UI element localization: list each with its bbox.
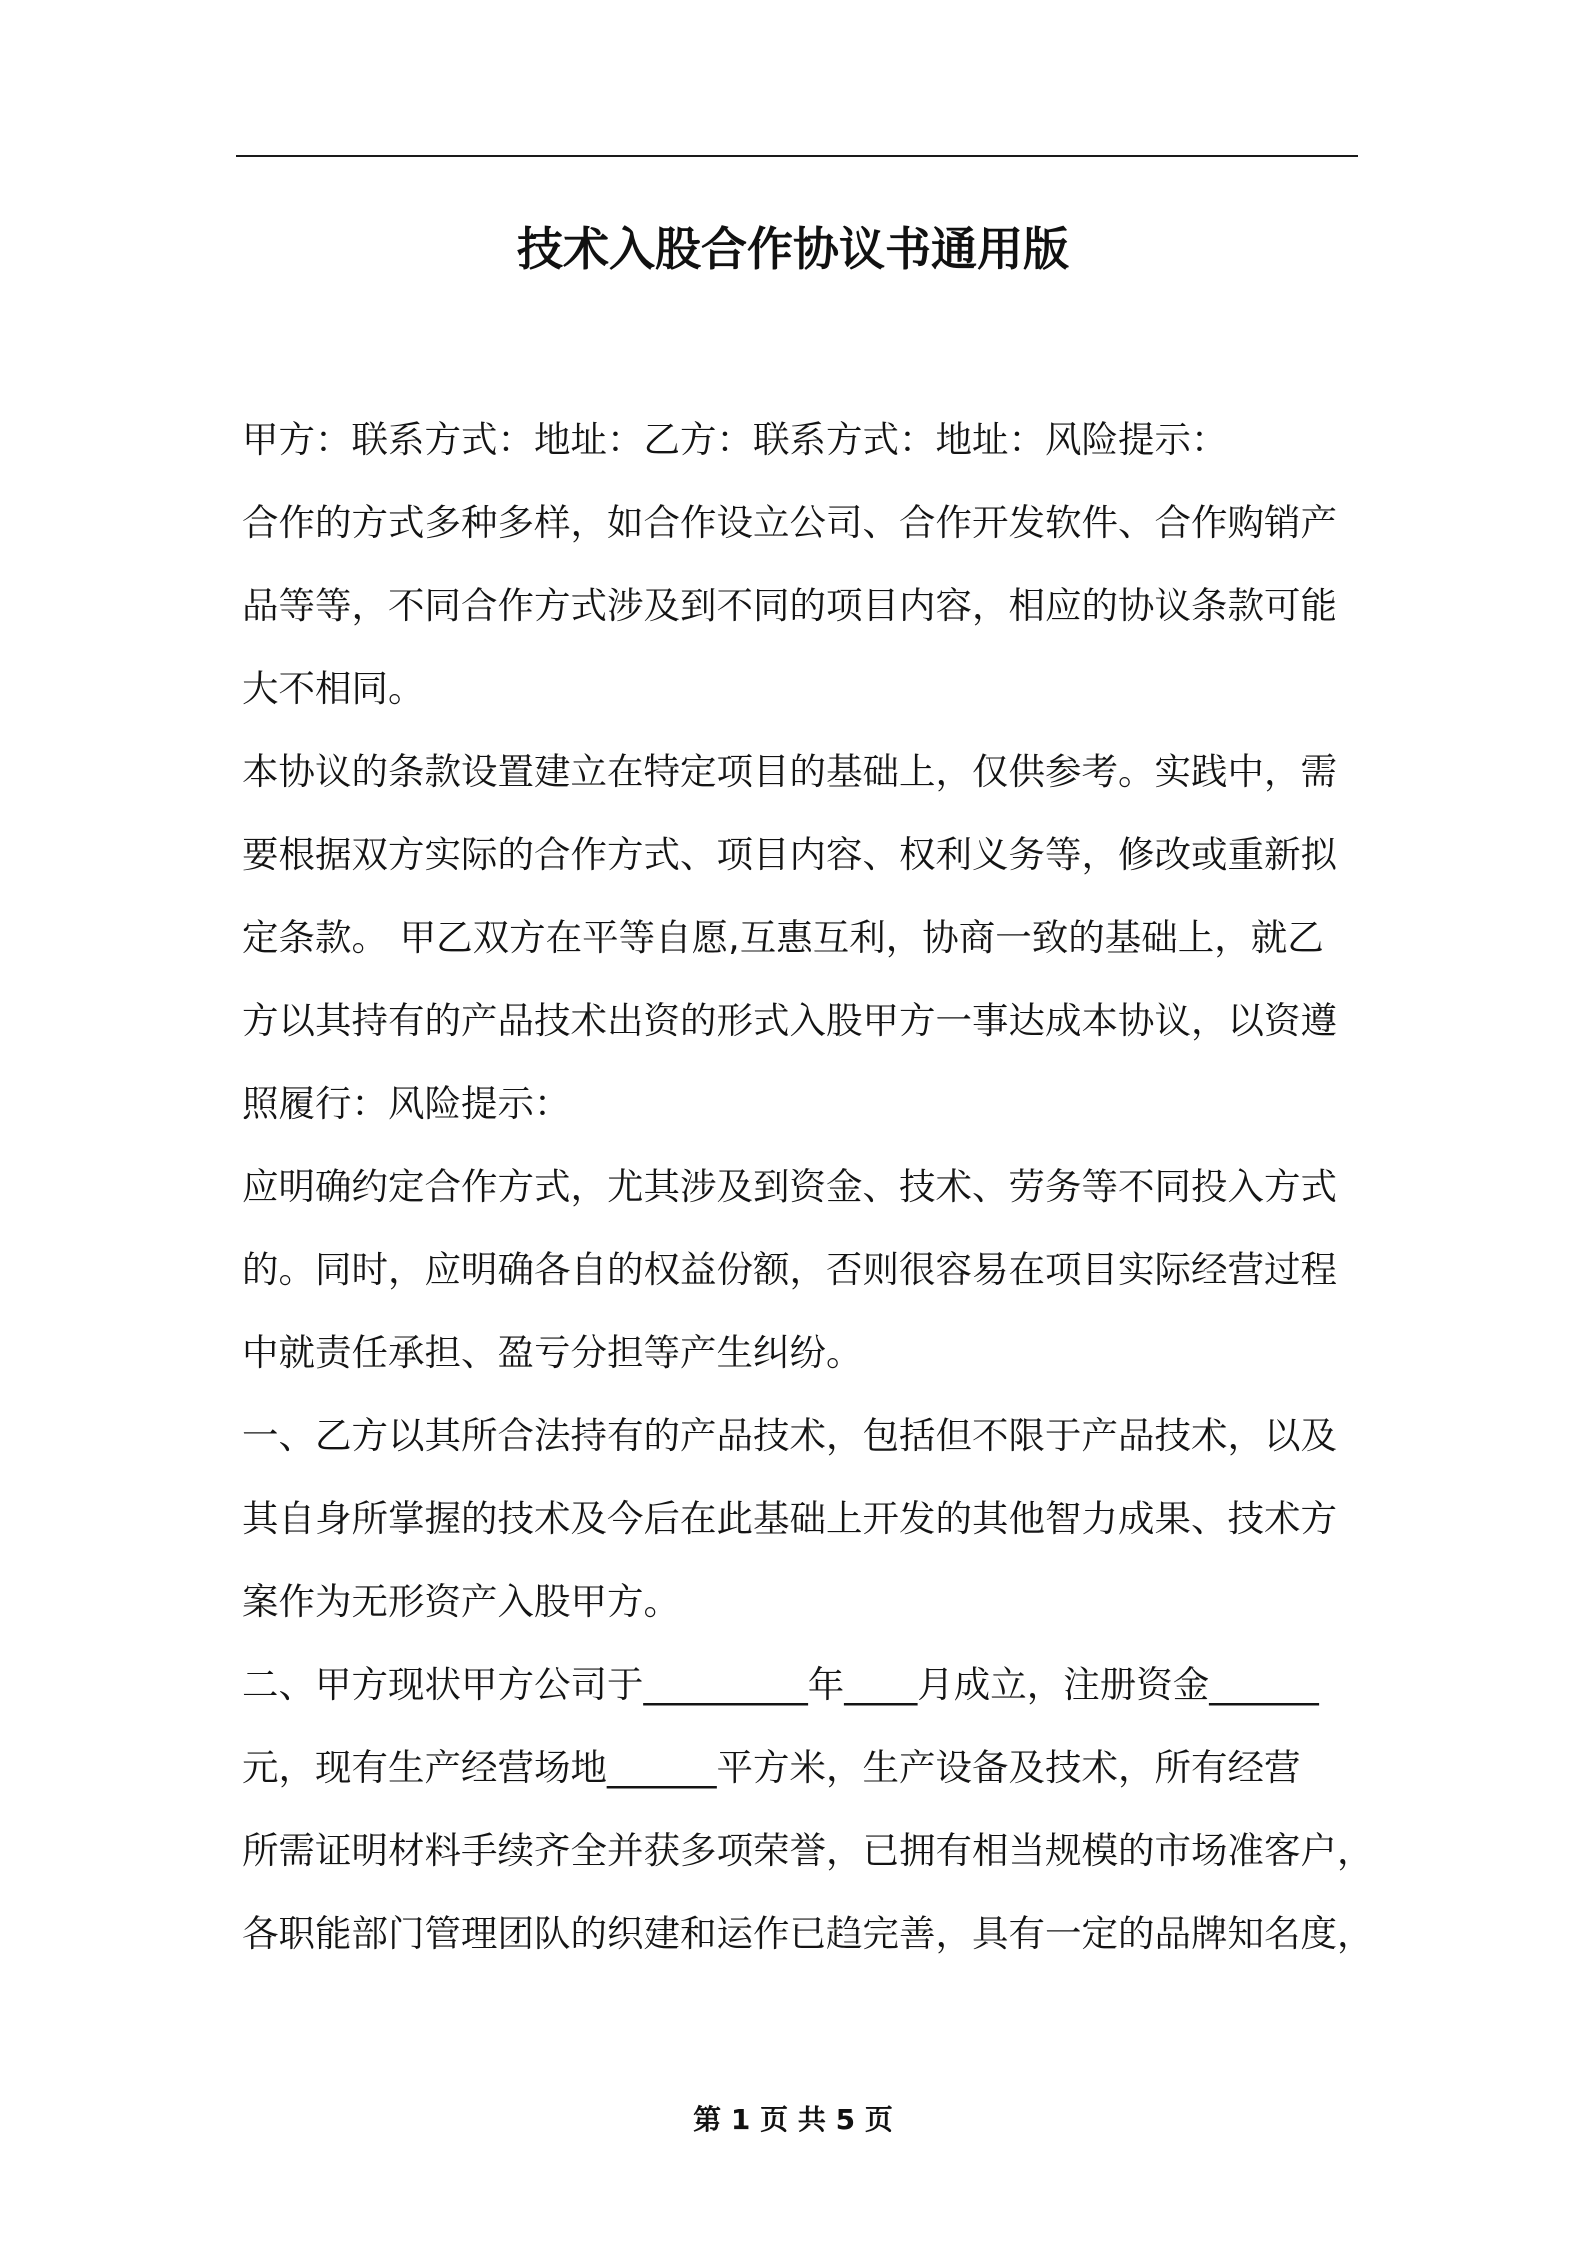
body-line: 甲方：联系方式：地址：乙方：联系方式：地址：风险提示： bbox=[242, 418, 1228, 461]
body-line: 案作为无形资产入股甲方。 bbox=[242, 1580, 680, 1623]
body-line: 的。同时，应明确各自的权益份额，否则很容易在项目实际经营过程 bbox=[242, 1248, 1337, 1291]
body-line: 各职能部门管理团队的织建和运作已趋完善，具有一定的品牌知名度， bbox=[242, 1912, 1374, 1955]
document-title: 技术入股合作协议书通用版 bbox=[517, 222, 1069, 276]
body-line: 合作的方式多种多样，如合作设立公司、合作开发软件、合作购销产 bbox=[242, 501, 1337, 544]
body-line: 中就责任承担、盈亏分担等产生纠纷。 bbox=[242, 1331, 863, 1374]
header-rule bbox=[236, 155, 1358, 157]
body-line: 其自身所掌握的技术及今后在此基础上开发的其他智力成果、技术方 bbox=[242, 1497, 1337, 1540]
body-line: 应明确约定合作方式，尤其涉及到资金、技术、劳务等不同投入方式 bbox=[242, 1165, 1337, 1208]
body-line: 元，现有生产经营场地______平方米，生产设备及技术，所有经营 bbox=[242, 1746, 1301, 1789]
body-line: 一、乙方以其所合法持有的产品技术，包括但不限于产品技术，以及 bbox=[242, 1414, 1337, 1457]
body-line: 定条款。 甲乙双方在平等自愿,互惠互利，协商一致的基础上，就乙 bbox=[242, 916, 1324, 959]
body-line: 照履行：风险提示： bbox=[242, 1082, 571, 1125]
body-line: 所需证明材料手续齐全并获多项荣誉，已拥有相当规模的市场准客户， bbox=[242, 1829, 1374, 1872]
body-line: 二、甲方现状甲方公司于_________年____月成立，注册资金______ bbox=[242, 1663, 1319, 1706]
body-line: 大不相同。 bbox=[242, 667, 425, 710]
body-line: 本协议的条款设置建立在特定项目的基础上，仅供参考。实践中，需 bbox=[242, 750, 1337, 793]
body-line: 要根据双方实际的合作方式、项目内容、权利义务等，修改或重新拟 bbox=[242, 833, 1337, 876]
document-body bbox=[242, 398, 1374, 1975]
body-line: 方以其持有的产品技术出资的形式入股甲方一事达成本协议，以资遵 bbox=[242, 999, 1337, 1042]
body-line: 品等等，不同合作方式涉及到不同的项目内容，相应的协议条款可能 bbox=[242, 584, 1337, 627]
page-number-footer: 第 1 页 共 5 页 bbox=[693, 2103, 893, 2136]
